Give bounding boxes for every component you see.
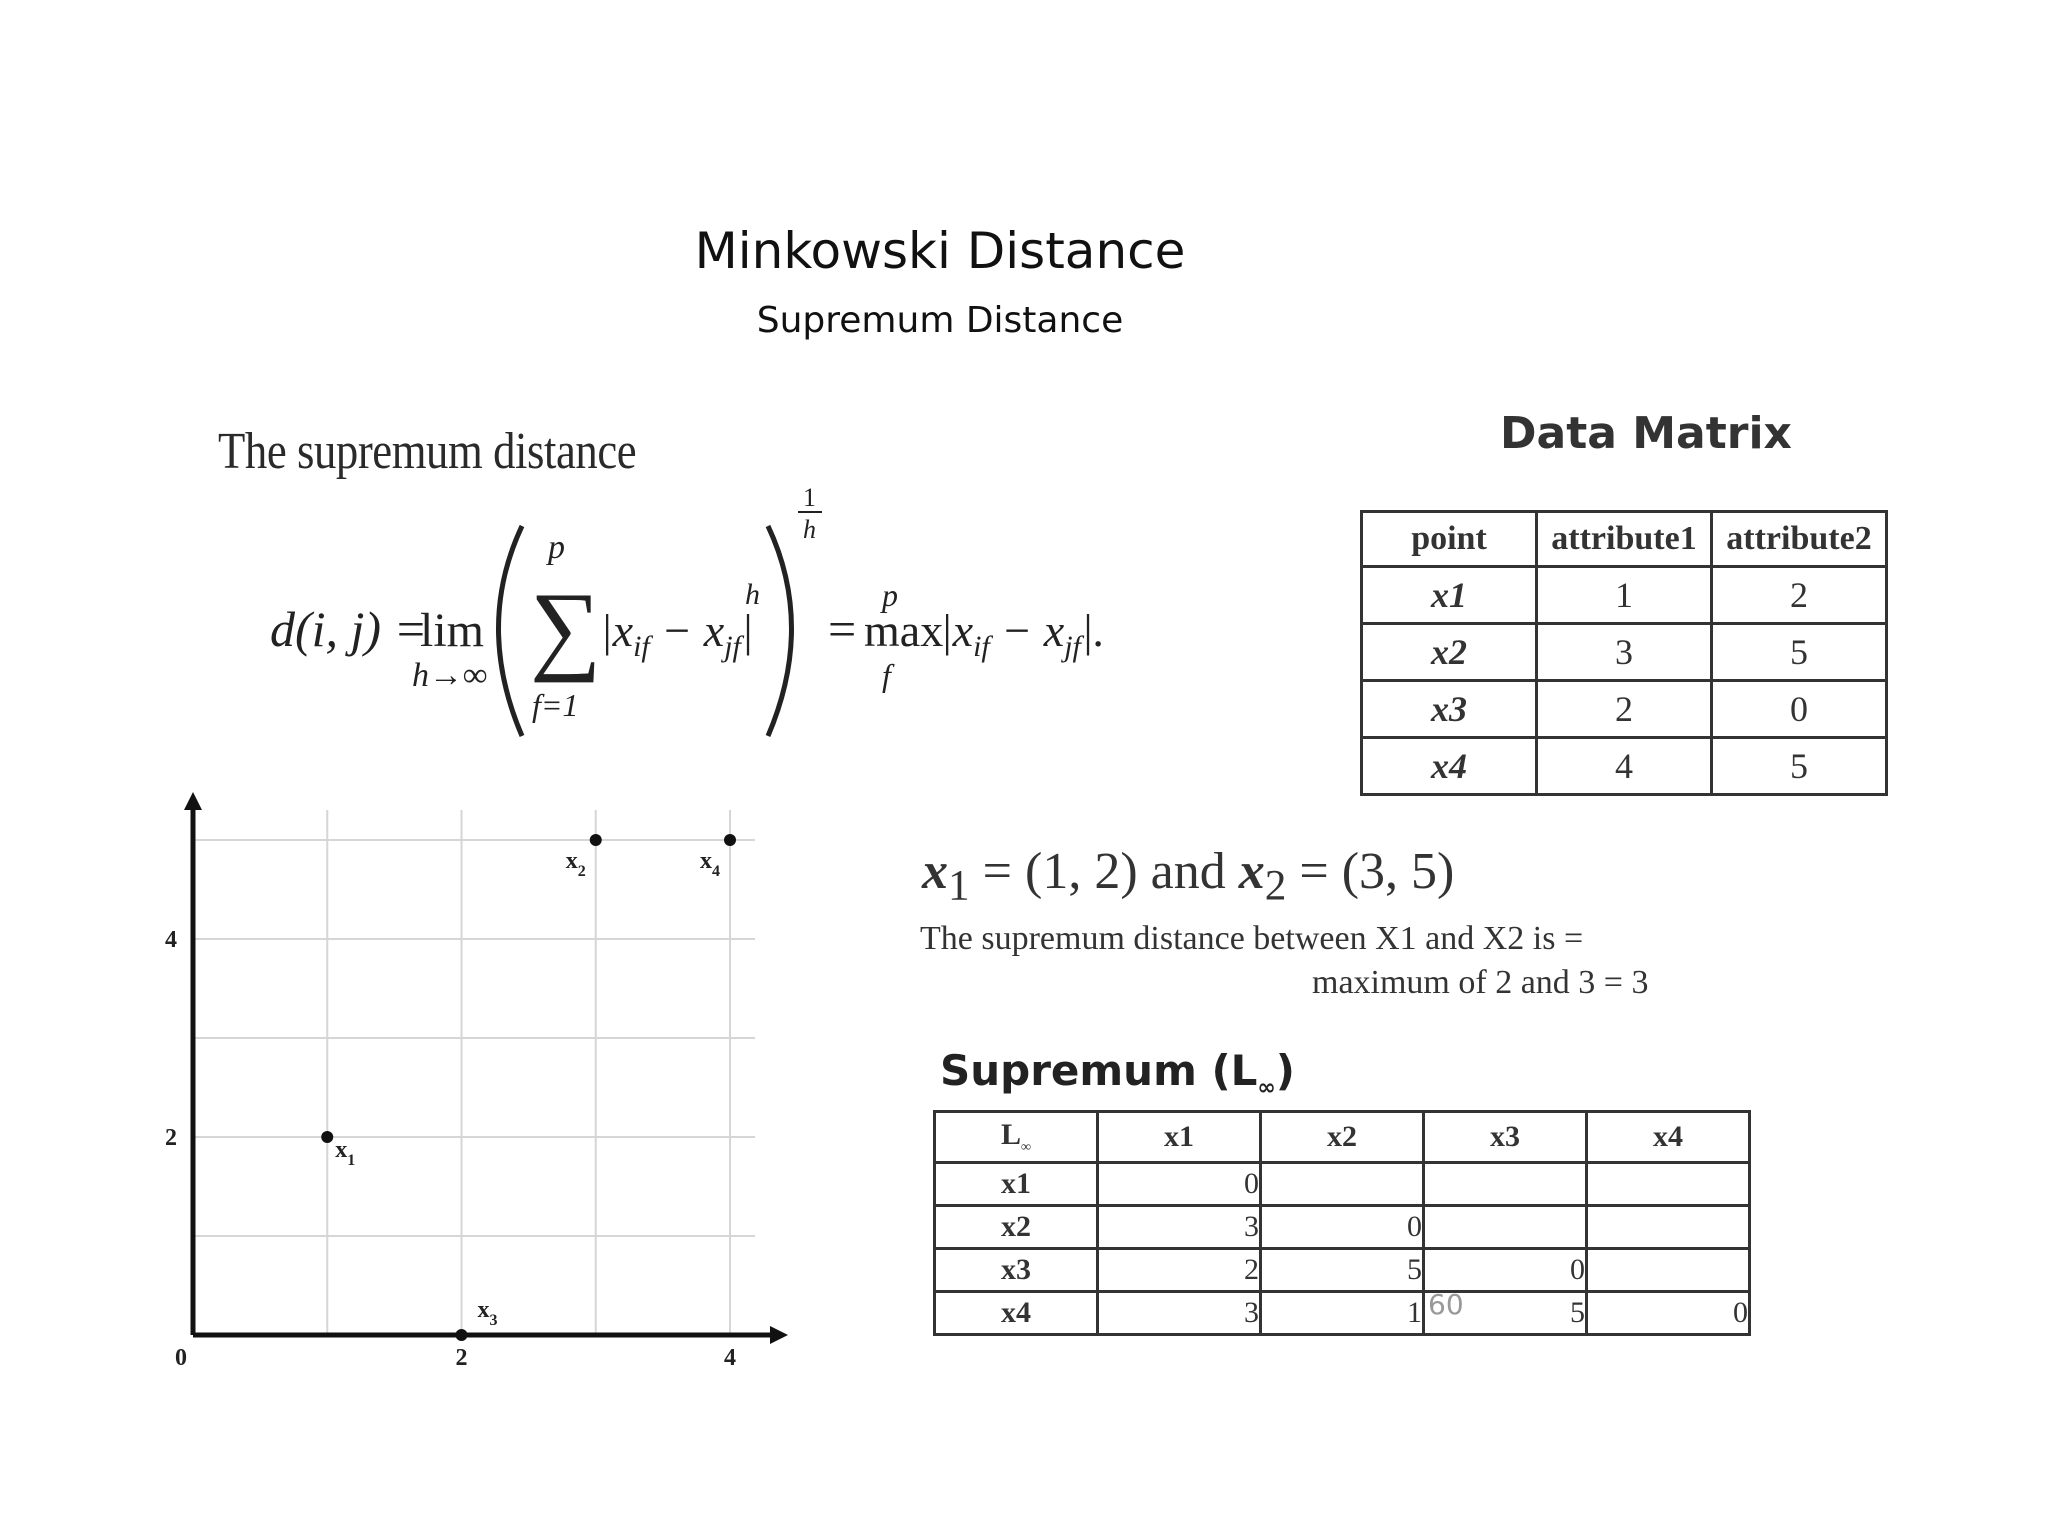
slide-title: Minkowski Distance	[694, 222, 1186, 280]
supremum-distance-table	[933, 1110, 1751, 1336]
example-equation: $x_1 = (1$, 2) and $x_2 = (3$, 5)	[922, 843, 1455, 910]
formula-lhs: d(i, j) =	[270, 601, 428, 657]
table-cell: 0	[1098, 1163, 1261, 1206]
formula-lim-sub: h→∞	[412, 657, 488, 694]
sum-bottom: f=1	[532, 687, 579, 723]
header-cell: x2	[1261, 1112, 1424, 1163]
table-cell: 5	[1712, 738, 1887, 795]
table-row	[935, 1292, 1750, 1335]
table-cell: 0	[1261, 1206, 1424, 1249]
y-axis-arrow-icon	[184, 792, 202, 810]
table-row	[935, 1249, 1750, 1292]
point-cell: x4	[1362, 738, 1537, 795]
table-cell: 5	[1712, 624, 1887, 681]
header-cell: x4	[1587, 1112, 1750, 1163]
table-cell: 0	[1712, 681, 1887, 738]
table-row	[1362, 681, 1887, 738]
header-cell: point	[1362, 512, 1537, 567]
table-cell	[1424, 1163, 1587, 1206]
data-matrix-table	[1360, 510, 1888, 796]
row-header-cell: x4	[935, 1292, 1098, 1335]
table-cell: 0	[1587, 1292, 1750, 1335]
x-tick-label: 2	[455, 1345, 468, 1371]
table-cell	[1587, 1163, 1750, 1206]
page-number: 60	[1428, 1288, 1464, 1321]
point-cell: x3	[1362, 681, 1537, 738]
point-label: $x_1$	[335, 1137, 356, 1169]
data-point	[321, 1131, 333, 1143]
row-header-cell: x1	[935, 1163, 1098, 1206]
x-tick-label: 4	[724, 1345, 736, 1371]
data-point	[724, 834, 736, 846]
table-row	[1362, 738, 1887, 795]
table-cell: 2	[1537, 681, 1712, 738]
rhs-term: $|x_{if} - x_{jf}|$.	[940, 605, 1106, 663]
x-axis-arrow-icon	[770, 1326, 788, 1344]
table-header-row	[935, 1112, 1750, 1163]
row-header-cell: x2	[935, 1206, 1098, 1249]
point-cell: x2	[1362, 624, 1537, 681]
table-row	[1362, 624, 1887, 681]
left-paren	[499, 526, 523, 736]
y-tick-label: 4	[165, 927, 177, 953]
point-cell: x1	[1362, 567, 1537, 624]
slide-subtitle: Supremum Distance	[756, 300, 1124, 341]
table-cell: 3	[1098, 1206, 1261, 1249]
scatter-plot	[140, 780, 820, 1380]
table-cell: 3	[1537, 624, 1712, 681]
data-point	[456, 1329, 468, 1341]
supremum-table-title: Supremum $(L_\infty)$	[940, 1046, 1295, 1101]
header-cell: attribute2	[1712, 512, 1887, 567]
table-cell: 0	[1424, 1249, 1587, 1292]
sum-top: p	[548, 529, 565, 566]
exp-h: h	[745, 578, 760, 611]
x-tick-label: 0	[175, 1345, 187, 1371]
y-tick-label: 2	[165, 1125, 177, 1151]
table-cell: 5	[1261, 1249, 1424, 1292]
sum-term: $|x_{if} - x_{jf}|$	[600, 605, 754, 663]
table-cell: 4	[1537, 738, 1712, 795]
table-cell: 2	[1098, 1249, 1261, 1292]
table-cell: 1	[1537, 567, 1712, 624]
outer-exp-num: 1	[803, 486, 816, 512]
table-cell: 5	[1424, 1292, 1587, 1335]
data-matrix-title: Data Matrix	[1500, 408, 1792, 459]
point-label: $x_3$	[477, 1297, 498, 1329]
data-point	[590, 834, 602, 846]
table-cell	[1587, 1206, 1750, 1249]
table-cell	[1587, 1249, 1750, 1292]
header-cell: x1	[1098, 1112, 1261, 1163]
max-top: p	[882, 577, 898, 613]
table-cell: 1	[1261, 1292, 1424, 1335]
formula-lim: lim	[420, 604, 485, 657]
example-description-line2: maximum of 2 and 3 = 3	[1312, 964, 1649, 1001]
supremum-formula	[260, 486, 1110, 756]
table-cell: 3	[1098, 1292, 1261, 1335]
example-description-line1: The supremum distance between X1 and X2 is =	[920, 920, 1584, 957]
table-cell: 2	[1712, 567, 1887, 624]
max-bottom: f	[882, 657, 891, 693]
corner-cell: $L_\infty$	[935, 1112, 1098, 1163]
point-label: $x_4$	[700, 848, 720, 880]
table-row	[935, 1206, 1750, 1249]
formula-equals: =	[828, 601, 857, 657]
formula-heading: The supremum distance	[218, 423, 637, 480]
header-cell: x3	[1424, 1112, 1587, 1163]
formula-max: max	[864, 605, 944, 656]
table-row	[1362, 567, 1887, 624]
sum-sign: ∑	[530, 572, 602, 683]
right-paren	[768, 526, 792, 736]
point-label: $x_2$	[565, 848, 586, 880]
outer-exp-den: h	[803, 515, 816, 544]
table-cell	[1424, 1206, 1587, 1249]
table-row	[935, 1163, 1750, 1206]
table-header-row	[1362, 512, 1887, 567]
header-cell: attribute1	[1537, 512, 1712, 567]
row-header-cell: x3	[935, 1249, 1098, 1292]
table-cell	[1261, 1163, 1424, 1206]
